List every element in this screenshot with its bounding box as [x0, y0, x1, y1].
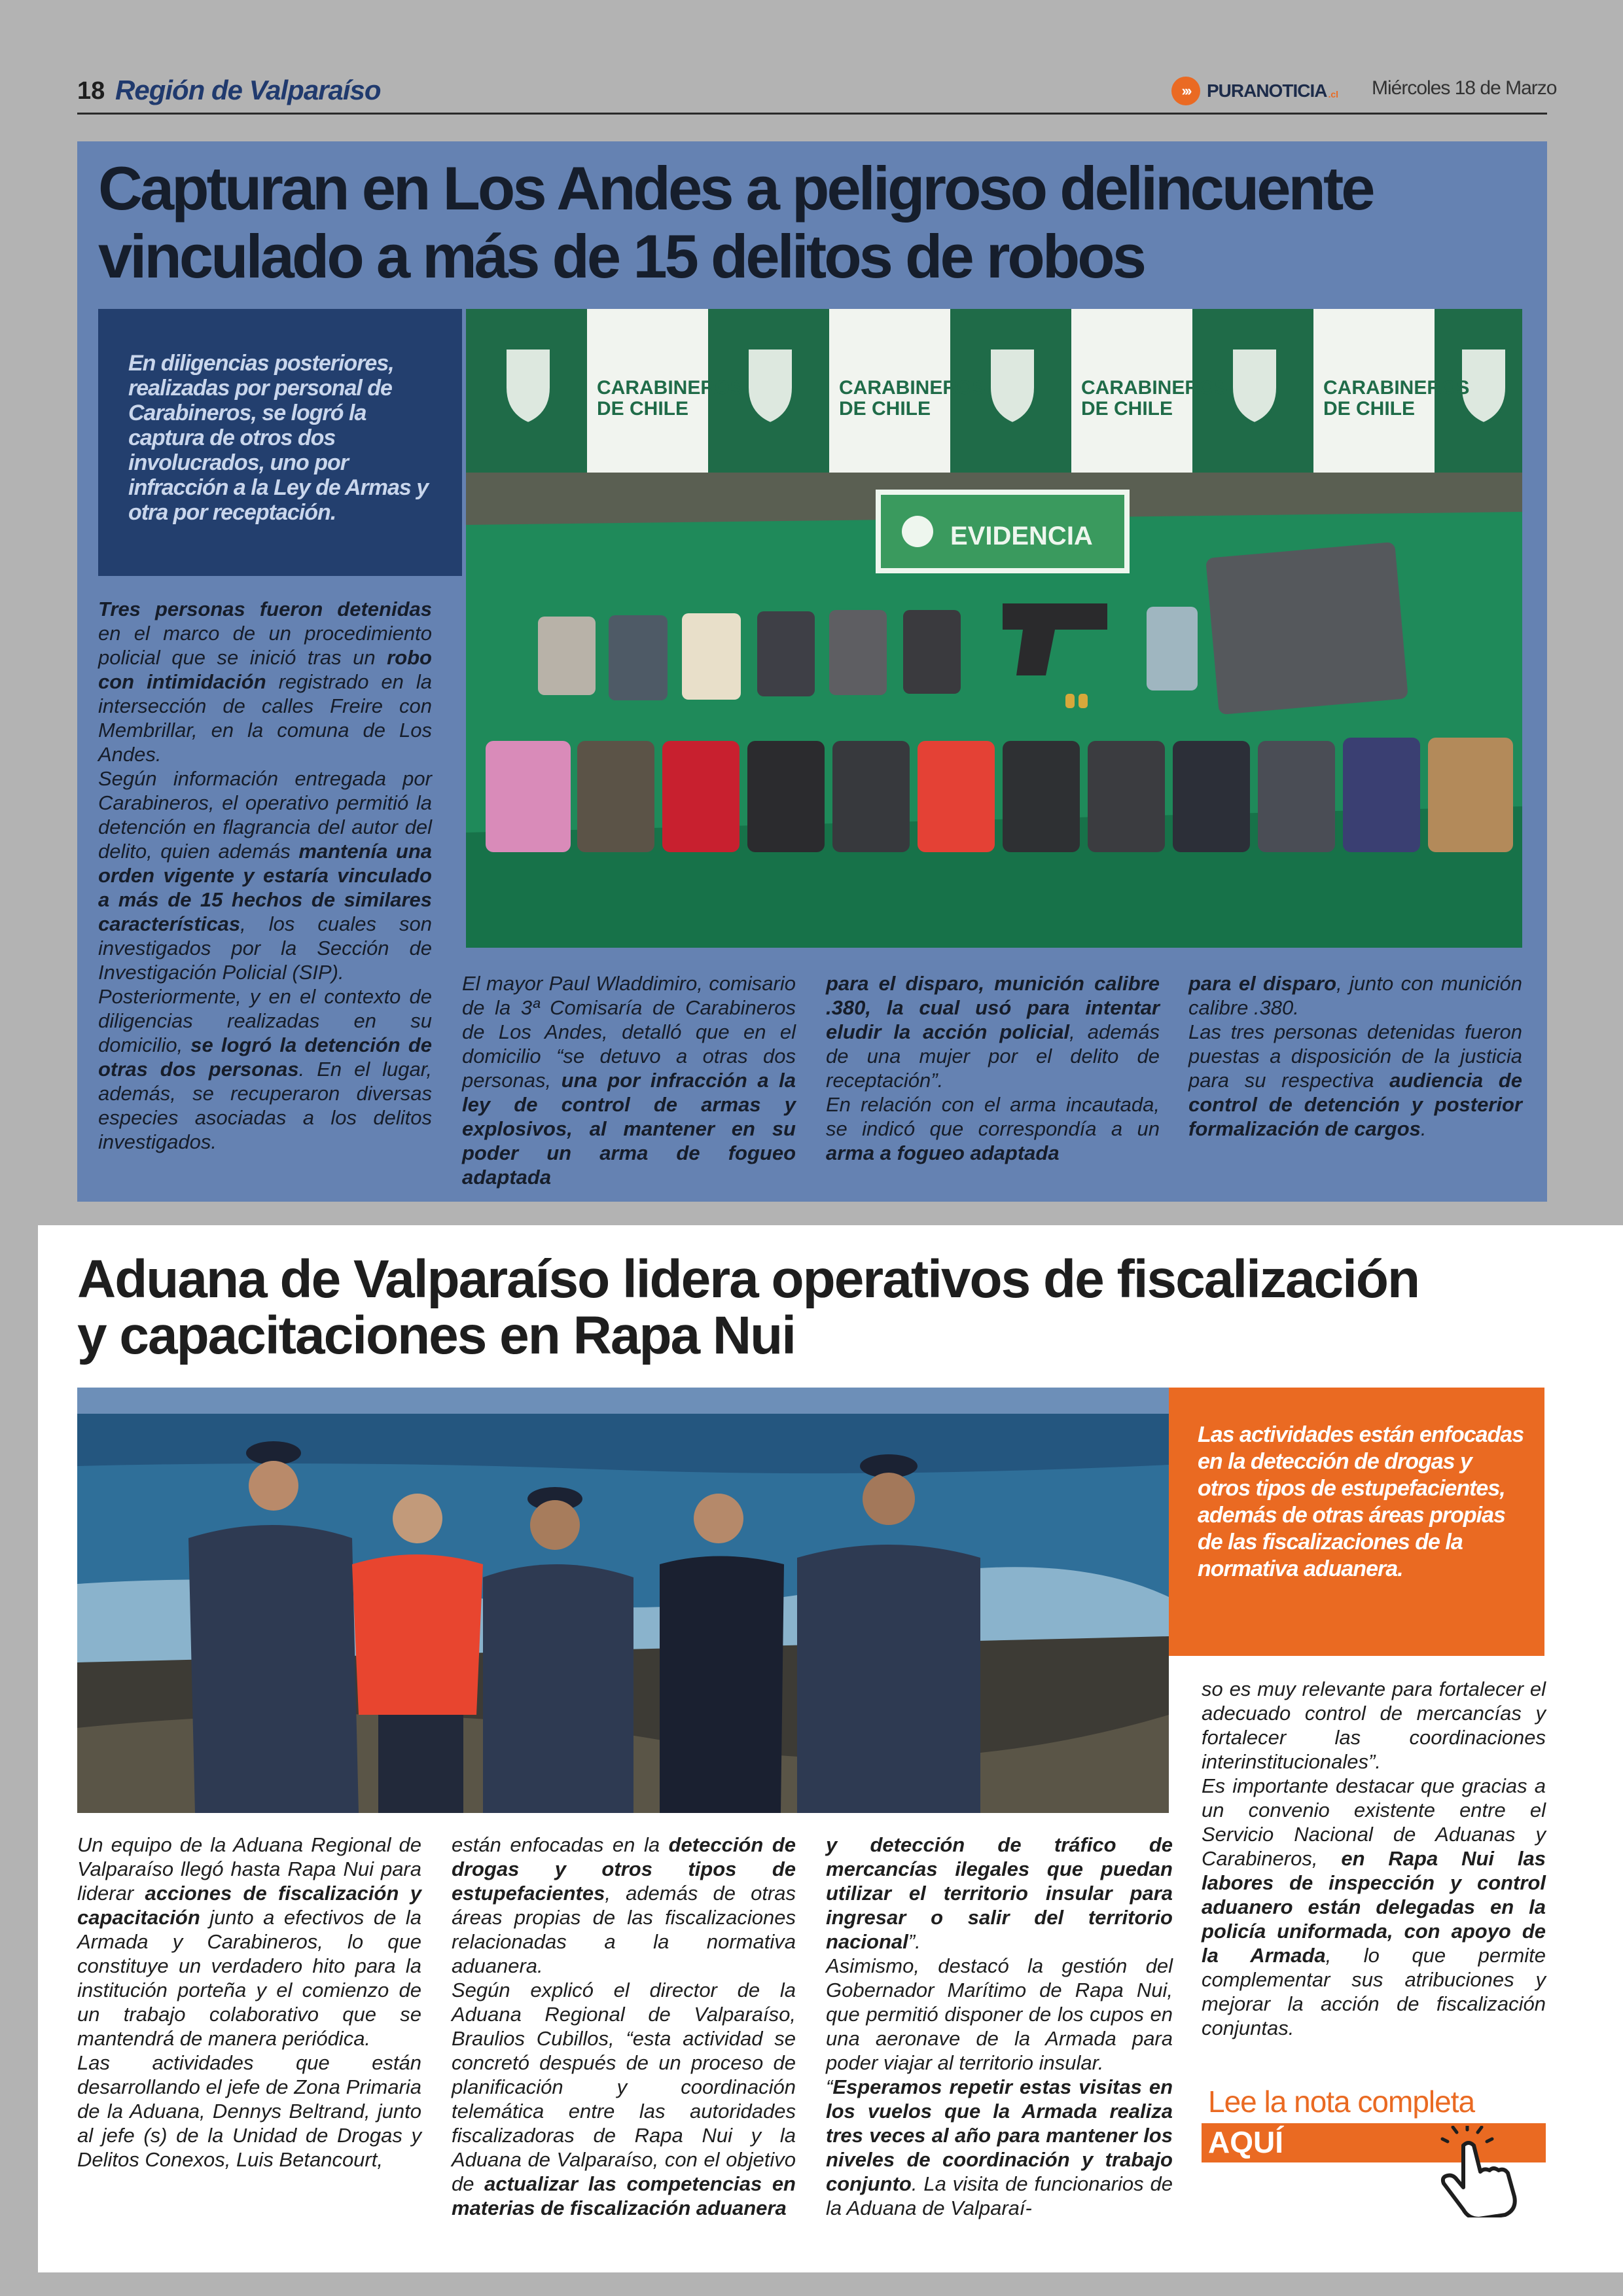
- article1-column-3: [826, 971, 1160, 1165]
- brand-suffix: .cl: [1328, 89, 1339, 99]
- article2-column-2: [452, 1833, 796, 2220]
- backdrop-brand-1a: CARABINEROS: [597, 377, 743, 399]
- read-more-label[interactable]: Lee la nota completa: [1208, 2085, 1475, 2119]
- backdrop-brand-2b: DE CHILE: [839, 398, 931, 420]
- paragraph: Según explicó el director de la Aduana Regional de Valparaíso, Braulios Cubillos, “esta actividad se concretó después de un proceso de planificación y coordinación telemática entre las autoridades fiscalizadoras de Rapa Nui y la Aduana de Valparaíso, con el objetivo de actualizar las competencias en materias de fiscalización aduanera: [452, 1979, 796, 2219]
- article1-title-line2: vinculado a más de 15 delitos de robos: [98, 222, 1144, 291]
- backdrop-brand-2a: CARABINEROS: [839, 377, 986, 399]
- issue-date: Miércoles 18 de Marzo: [1372, 77, 1557, 99]
- brand-logo[interactable]: [1171, 75, 1338, 107]
- paragraph: y detección de tráfico de mercancías ilegales que puedan utilizar el territorio insular para ingresar o salir del territorio nacional”.: [826, 1833, 1173, 1953]
- paragraph: para el disparo, munición calibre .380, la cual usó para intentar eludir la acción policial, además de una mujer por el delito de receptación”.: [826, 972, 1160, 1092]
- article1-column-2: [462, 971, 796, 1189]
- evidence-sign: EVIDENCIA: [950, 522, 1093, 550]
- rapa-nui-team-photo: [77, 1388, 1169, 1813]
- article1-title: [98, 154, 1531, 291]
- article1-column-1: [98, 597, 432, 1154]
- article1-title-line1: Capturan en Los Andes a peligroso delincuente: [98, 154, 1373, 223]
- page-number: 18: [77, 77, 105, 105]
- header-divider: [77, 113, 1547, 115]
- article2-callout: Las actividades están enfocadas en la detección de drogas y otros tipos de estupefacientes, además de otras áreas propias de las fiscalizaciones de la normativa aduanera.: [1198, 1422, 1524, 1581]
- article2-column-1: [77, 1833, 421, 2172]
- paragraph: Tres personas fueron detenidas en el marco de un procedimiento policial que se inició tras un robo con intimidación registrado en la intersección de calles Freire con Membrillar, en la comuna de Los Andes.: [98, 598, 432, 766]
- backdrop-brand-3b: DE CHILE: [1081, 398, 1173, 420]
- paragraph: Las tres personas detenidas fueron puestas a disposición de la justicia para su respectiva audiencia de control de detención y posterior formalización de cargos.: [1188, 1020, 1522, 1140]
- brand-name: PURANOTICIA: [1207, 81, 1327, 101]
- article2-title: [77, 1251, 1550, 1364]
- paragraph: Asimismo, destacó la gestión del Gobernador Marítimo de Rapa Nui, que permitió disponer de los cupos en una aeronave de la Armada para poder viajar al territorio insular.: [826, 1954, 1173, 2074]
- section-title: Región de Valparaíso: [115, 75, 381, 105]
- paragraph: Es importante destacar que gracias a un convenio existente entre el Servicio Nacional de Aduanas y Carabineros, en Rapa Nui las labores de inspección y control aduanero están delegadas en la policía uniformada, con apoyo de la Armada, lo que permite complementar sus atribuciones y mejorar la acción de fiscalización conjuntas.: [1202, 1774, 1546, 2039]
- paragraph: Las actividades que están desarrollando el jefe de Zona Primaria de la Aduana, Dennys Beltrand, junto al jefe (s) de la Unidad de Drogas y Delitos Conexos, Luis Betancourt,: [77, 2051, 421, 2171]
- pointing-hand-icon[interactable]: [1424, 2126, 1529, 2217]
- paragraph: Un equipo de la Aduana Regional de Valparaíso llegó hasta Rapa Nui para liderar acciones de fiscalización y capacitación junto a efectivos de la Armada y Carabineros, lo que constituye un verdadero hito para la institución porteña y el comienzo de un trabajo colaborativo que se mantendrá de manera periódica.: [77, 1833, 421, 2050]
- read-more-button-label[interactable]: AQUÍ: [1208, 2125, 1283, 2159]
- paragraph: para el disparo, junto con munición calibre .380.: [1188, 972, 1522, 1019]
- paragraph: so es muy relevante para fortalecer el adecuado control de mercancías y fortalecer las coordinaciones interinstitucionales”.: [1202, 1677, 1546, 1773]
- article2-column-4: [1202, 1677, 1546, 2040]
- play-arrows-icon: ›››: [1171, 77, 1200, 105]
- article1-column-4: [1188, 971, 1522, 1141]
- paragraph: El mayor Paul Wladdimiro, comisario de la 3ª Comisaría de Carabineros de Los Andes, detalló que en el domicilio “se detuvo a otras dos personas, una por infracción a la ley de control de armas y explosivos, al mantener en su poder un arma de fogueo adaptada: [462, 972, 796, 1189]
- evidence-photo: [466, 309, 1522, 948]
- paragraph: “Esperamos repetir estas visitas en los vuelos que la Armada realiza tres veces al año para mantener los niveles de coordinación y trabajo conjunto. La visita de funcionarios de la Aduana de Valparaí-: [826, 2075, 1173, 2219]
- paragraph: están enfocadas en la detección de drogas y otros tipos de estupefacientes, además de otras áreas propias de las fiscalizaciones relacionadas a la normativa aduanera.: [452, 1833, 796, 1977]
- backdrop-brand-4b: DE CHILE: [1323, 398, 1416, 420]
- backdrop-brand-3a: CARABINEROS: [1081, 377, 1228, 399]
- backdrop-brand-1b: DE CHILE: [597, 398, 689, 420]
- article1-callout: En diligencias posteriores, realizadas por personal de Carabineros, se logró la captura de otros dos involucrados, uno por infracción a la Ley de Armas y otra por receptación.: [128, 351, 429, 525]
- article2-title-line1: Aduana de Valparaíso lidera operativos de fiscalización: [77, 1249, 1419, 1309]
- article2-title-line2: y capacitaciones en Rapa Nui: [77, 1306, 796, 1365]
- paragraph: En relación con el arma incautada, se indicó que correspondía a un arma a fogueo adaptada: [826, 1093, 1160, 1164]
- paragraph: Según información entregada por Carabineros, el operativo permitió la detención en flagrancia del autor del delito, quien además mantenía una orden vigente y estaría vinculado a más de 15 hechos de similares características, los cuales son investigados por la Sección de Investigación Policial (SIP).: [98, 767, 432, 984]
- backdrop-brand-4a: CARABINEROS: [1323, 377, 1470, 399]
- article2-column-3: [826, 1833, 1173, 2220]
- paragraph: Posteriormente, y en el contexto de diligencias realizadas en su domicilio, se logró la detención de otras dos personas. En el lugar, además, se recuperaron diversas especies asociadas a los delitos investigados.: [98, 985, 432, 1153]
